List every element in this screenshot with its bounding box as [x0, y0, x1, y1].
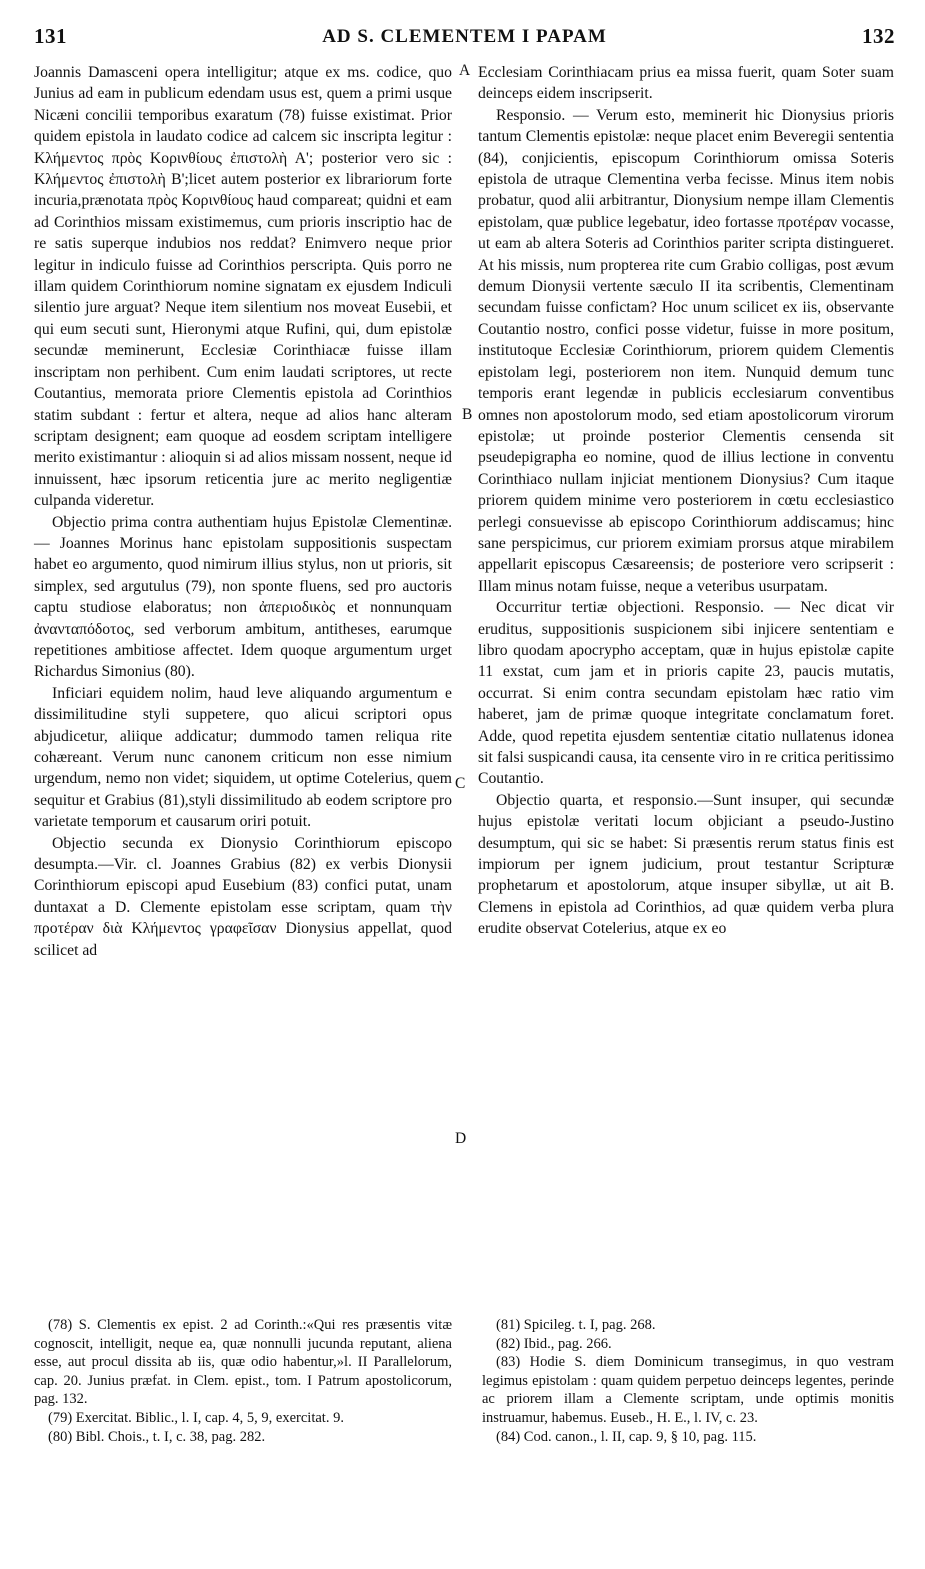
footnote: (83) Hodie S. diem Dominicum transegimus, in quo vestram legimus epistolam : quam quidem perpetuo deinceps legentes, perinde ac priorem illam a Clemente scriptam, unde optimis monitis instruamur, habemus. Euseb., H. E., l. IV, c. 23. [482, 1354, 894, 1426]
page-number-right: 132 [862, 24, 895, 48]
running-header [34, 24, 895, 52]
footnotes-left [34, 1316, 452, 1446]
footnote: (80) Bibl. Chois., t. I, c. 38, pag. 282. [48, 1428, 266, 1445]
page-number-left: 131 [34, 24, 67, 48]
footnote: (79) Exercitat. Biblic., l. I, cap. 4, 5, 9, exercitat. 9. [48, 1409, 344, 1426]
footnote: (82) Ibid., pag. 266. [496, 1335, 612, 1352]
paragraph: Inficiari equidem nolim, haud leve aliquando argumentum e dissimilitudine styli suppetere, quo alicui scriptori opus abjudicetur, aliique addicatur; dummodo tamen reliqua rite cohæreant. Verum nunc canonem criticum non esse nimium urgendum, nemo non videt; siquidem, ut optime Cotelerius, quem sequitur et Grabius (81),styli dissimilitudo ab eodem scriptore pro varietate temporum et causarum oriri potuit. [34, 684, 452, 831]
right-column [478, 62, 894, 940]
margin-letter-b: B [462, 406, 473, 423]
paragraph: Ecclesiam Corinthiacam prius ea missa fuerit, quam Soter suam deinceps eidem inscripserit. [478, 64, 894, 103]
running-title: AD S. CLEMENTEM I PAPAM [322, 26, 607, 47]
paragraph: Objectio prima contra authentiam hujus Epistolæ Clementinæ. — Joannes Morinus hanc epistolam suppositionis suspectam habet eo argumento, quod nimirum illius stylus, non ut prioris, sit simplex, sed argutulus (79), non sponte fluens, sed pro auctoris captu studiose elaboratus; non ἀπεριοδικὸς et nonnunquam ἀνανταπόδοτος, sed verborum ambitum, antitheses, earumque repetitiones ambitiose affectet. Idem quoque argumentum urget Richardus Simonius (80). [34, 513, 452, 681]
left-column [34, 62, 452, 961]
paragraph: Objectio secunda ex Dionysio Corinthiorum episcopo desumpta.—Vir. cl. Joannes Grabius (82) ex verbis Dionysii Corinthiorum episcopi apud Eusebium (83) confici putat, unam duntaxat a D. Clemente epistolam esse scriptam, quam τὴν προτέραν διὰ Κλήμεντος γραφεῖσαν Dionysius appellat, quod scilicet ad [34, 834, 452, 959]
footnote: (78) S. Clementis ex epist. 2 ad Corinth.:«Qui res præsentis vitæ cognoscit, intelligit, neque ea, quæ nonnulli jucunda reputant, aliena esse, aut procul dissita ab iis, quæ odio habentur,»l. II Parallelorum, cap. 20. Junius præfat. in Clem. epist., tom. I Patrum apostolicorum, pag. 132. [34, 1317, 452, 1408]
paragraph: Occurritur tertiæ objectioni. Responsio. — Nec dicat vir eruditus, suppositionis suspicionem sibi injicere sententiam e libro quodam apocrypho acceptam, quæ in hujus epistolæ capite 11 exstat, cum jam et in prioris capite 23, paucis mutatis, occurrat. Si enim contra secundam epistolam hæc ratio vim haberet, jam de primæ quoque integritate conclamatum foret. Adde, quod repetita ejusdem sententiæ citatio nullatenus idonea sit falsi suspicandi causa, ita censente viro in re critica peritissimo Coutantio. [478, 599, 894, 788]
margin-letter-a: A [459, 62, 471, 79]
footnotes-right [482, 1316, 894, 1446]
paragraph: Responsio. — Verum esto, meminerit hic Dionysius prioris tantum Clementis epistolæ: neque placet enim Beveregii sententia (84), conjicientis, episcopum Corinthiorum omissa Soteris epistola de utraque Clementina verba fecisse. Minus item nobis probatur, quod alii arbitrantur, Dionysium nempe illam Clementis epistolam, quæ publice legebatur, ideo fortasse προτέραν vocasse, ut eam ab altera Soteris ad Corinthios pariter scripta distingueret. At his missis, num propterea rite cum Grabio colligas, post ævum demum Dionysii vertente sæculo II ita scribentis, Clementinam secundam fuisse confictam? Hoc unum scilicet ex iis, observante Coutantio nostro, confici posse videtur, fuisse in more positum, institutoque Ecclesiæ Corinthiorum, priorem quidem Clementis epistolam legi, posteriorem non item. Nunquid demum tunc temporis erant legendæ in publicis ecclesiarum conventibus omnes non apostolorum modo, sed etiam apostolicorum virorum epistolæ; ut proinde posterior Clementis censenda sit pseudepigrapha eo nomine, quod de illius lectione in conventu Corinthiaco nullam injiciat mentionem Dionysius? Cum itaque priorem quidem minime vero posteriorem in cœtu ecclesiastico perlegi consuevisse ab episcopo Corinthiorum addiscamus; hinc sane perspicimus, cur priorem eximiam prorsus atque mirabilem appellarit episcopus Cæsareensis; de posteriore vero scripserit : Illam minus notam fuisse, neque a veteribus usurpatam. [478, 106, 894, 595]
footnote: (81) Spicileg. t. I, pag. 268. [496, 1317, 656, 1333]
paragraph: Objectio quarta, et responsio.—Sunt insuper, qui secundæ hujus epistolæ veritati locum objiciant a pseudo-Justino desumptum, qui sic se habet: Si præsentis rerum status finis est impiorum per ignem judicium, prout testantur Scripturæ prophetarum et apostolorum, atque insuper sibyllæ, ut ait B. Clemens in epistola ad Corinthios, ad quæ quidem verba plura erudite observat Cotelerius, atque ex eo [478, 791, 894, 938]
margin-letter-c: C [455, 775, 466, 792]
margin-letter-d: D [455, 1130, 467, 1147]
paragraph: Joannis Damasceni opera intelligitur; atque ex ms. codice, quo Junius ad eam in publicum edendam usus est, quem a primi usque Nicæni concilii temporibus exaratum (78) fuisse existimat. Prior quidem epistola in laudato codice ad calcem sic inscripta legitur : Κλήμεντος πρὸς Κορινθίους ἐπιστολὴ Α'; posterior vero sic : Κλήμεντος ἐπιστολὴ Β';licet autem posterior ex librariorum forte incuria,prænotata πρὸς Κορινθίους haud compareat; quidni et eam ad Corinthios missam existimemus, cum prioris inscriptio hac de re satis superque indubios nos reddat? Enimvero neque prior legitur in indiculo fuisse ad Corinthios perscripta. Quis porro ne illam quidem Corinthiorum nomine signatam ex ejusdem Indiculi silentio jure arguat? Neque item silentium nos moveat Eusebii, et qui eum secuti sunt, Hieronymi atque Rufini, qui, dum epistolæ secundæ meminerunt, Ecclesiæ Corinthiacæ fuisse illam inscriptam non perhibent. Cum enim laudati scriptores, ut recte Coutantius, memorata priore Clementis epistola ad Corinthios statim subdant : fertur et altera, neque ad alios hanc alteram scriptam designent; eam quoque ad eosdem scriptam intelligere merito existimantur : alioquin si ad alios missam nossent, neque id innuissent, hæc ipsorum reticentia jure ac merito negligentiæ culpanda videretur. [34, 64, 452, 510]
footnote: (84) Cod. canon., l. II, cap. 9, § 10, pag. 115. [496, 1428, 757, 1445]
